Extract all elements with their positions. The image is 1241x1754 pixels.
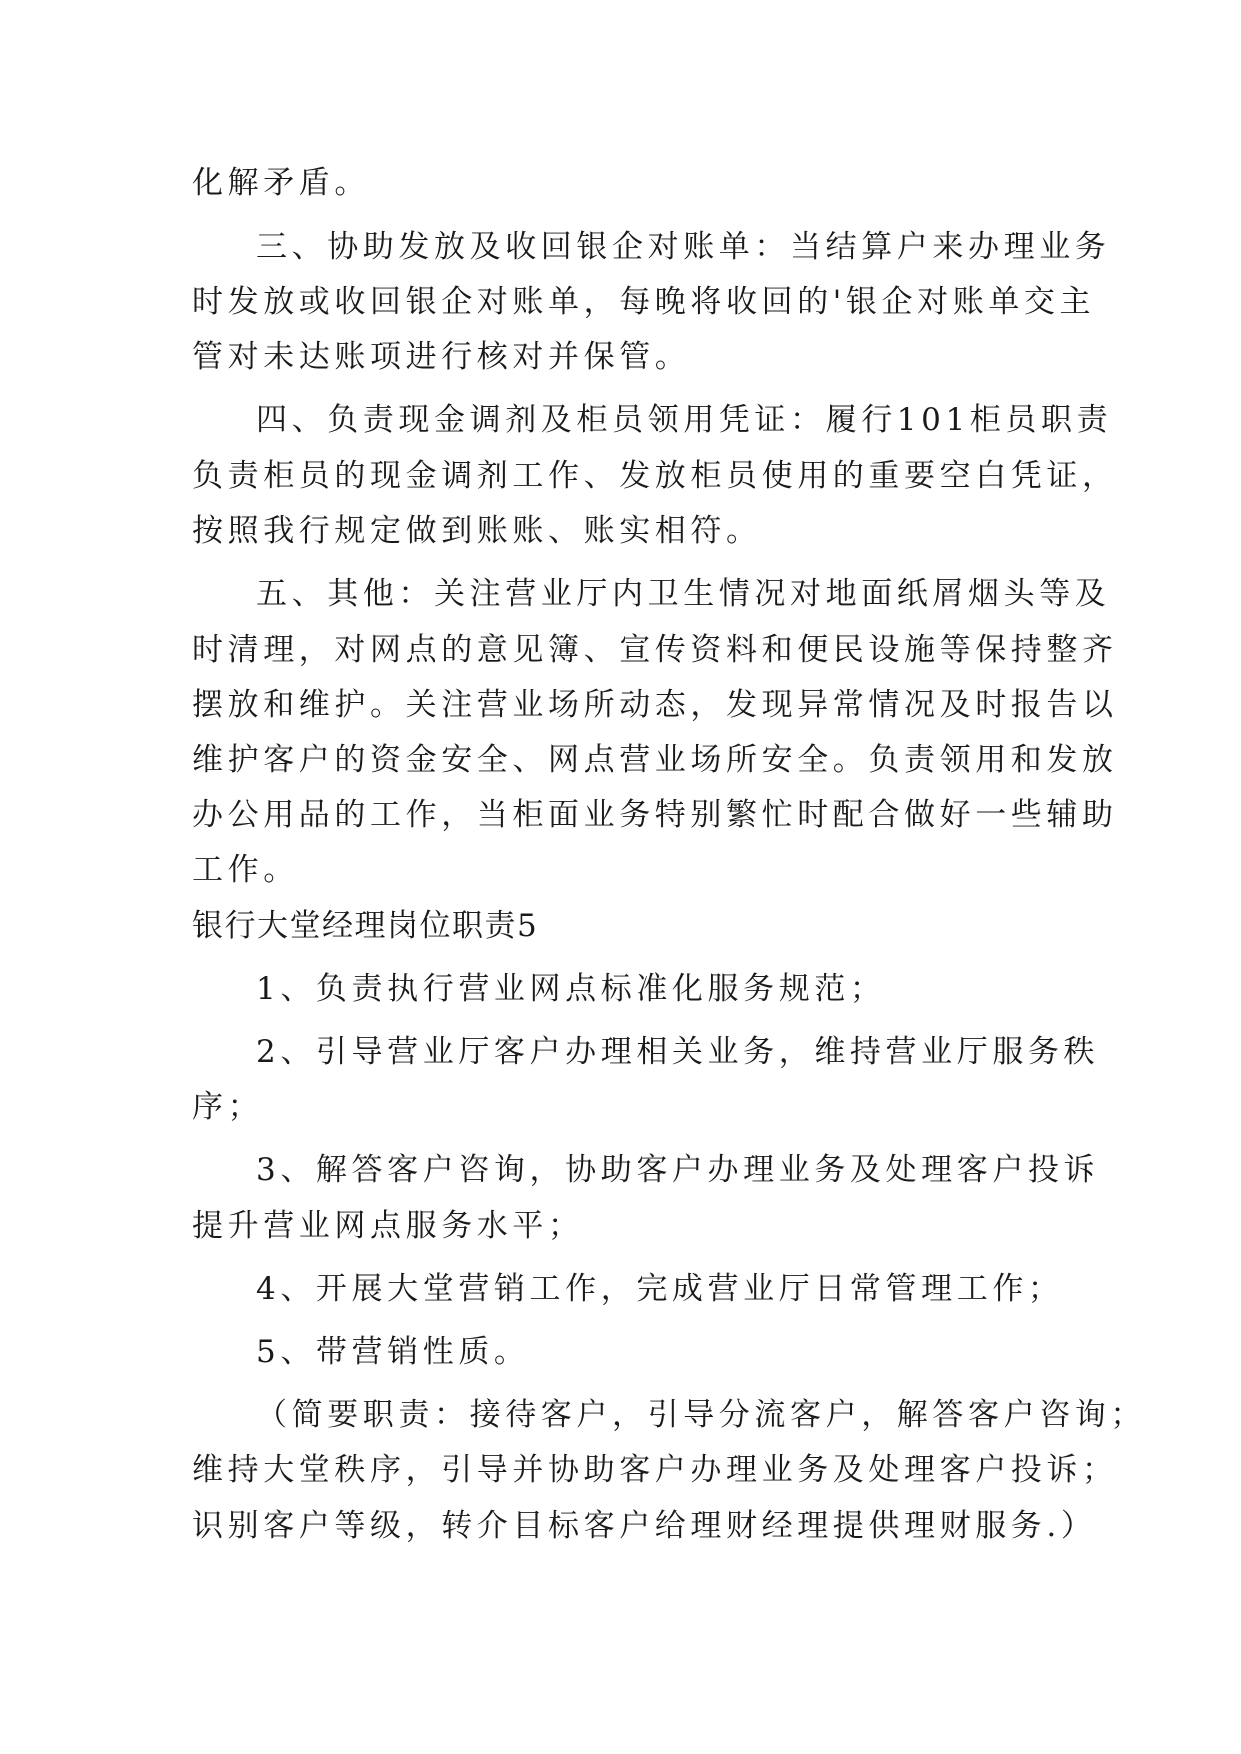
text-line: 办公用品的工作，当柜面业务特别繁忙时配合做好一些辅助 [192, 797, 1118, 833]
text-line: 工作。 [192, 852, 299, 888]
list-item: 2、引导营业厅客户办理相关业务，维持营业厅服务秩 [256, 1034, 1100, 1070]
text-line: 识别客户等级，转介目标客户给理财经理提供理财服务.） [192, 1508, 1097, 1544]
text-line: 提升营业网点服务水平； [192, 1208, 584, 1244]
text-line: 序； [192, 1089, 264, 1125]
section-heading: 银行大堂经理岗位职责5 [192, 908, 539, 944]
text-line: 时清理，对网点的意见簿、宣传资料和便民设施等保持整齐 [192, 632, 1118, 668]
paragraph-line: （简要职责：接待客户，引导分流客户，解答客户咨询； [256, 1397, 1146, 1433]
paragraph-line: 三、协助发放及收回银企对账单：当结算户来办理业务 [256, 229, 1111, 265]
text-line: 负责柜员的现金调剂工作、发放柜员使用的重要空白凭证， [192, 458, 1118, 494]
list-item: 1、负责执行营业网点标准化服务规范； [256, 971, 886, 1007]
text-line: 摆放和维护。关注营业场所动态，发现异常情况及时报告以 [192, 687, 1118, 723]
text-line: 时发放或收回银企对账单，每晚将收回的'银企对账单交主 [192, 284, 1096, 320]
list-item: 4、开展大堂营销工作，完成营业厅日常管理工作； [256, 1271, 1064, 1307]
text-line: 化解矛盾。 [192, 165, 370, 201]
text-line: 维持大堂秩序，引导并协助客户办理业务及处理客户投诉； [192, 1452, 1118, 1488]
text-line: 维护客户的资金安全、网点营业场所安全。负责领用和发放 [192, 742, 1118, 778]
paragraph-line: 四、负责现金调剂及柜员领用凭证：履行101柜员职责 [256, 402, 1113, 438]
text-line: 按照我行规定做到账账、账实相符。 [192, 513, 762, 549]
list-item: 5、带营销性质。 [256, 1334, 530, 1370]
paragraph-line: 五、其他：关注营业厅内卫生情况对地面纸屑烟头等及 [256, 576, 1111, 612]
text-line: 管对未达账项进行核对并保管。 [192, 339, 691, 375]
list-item: 3、解答客户咨询，协助客户办理业务及处理客户投诉 [256, 1152, 1100, 1188]
